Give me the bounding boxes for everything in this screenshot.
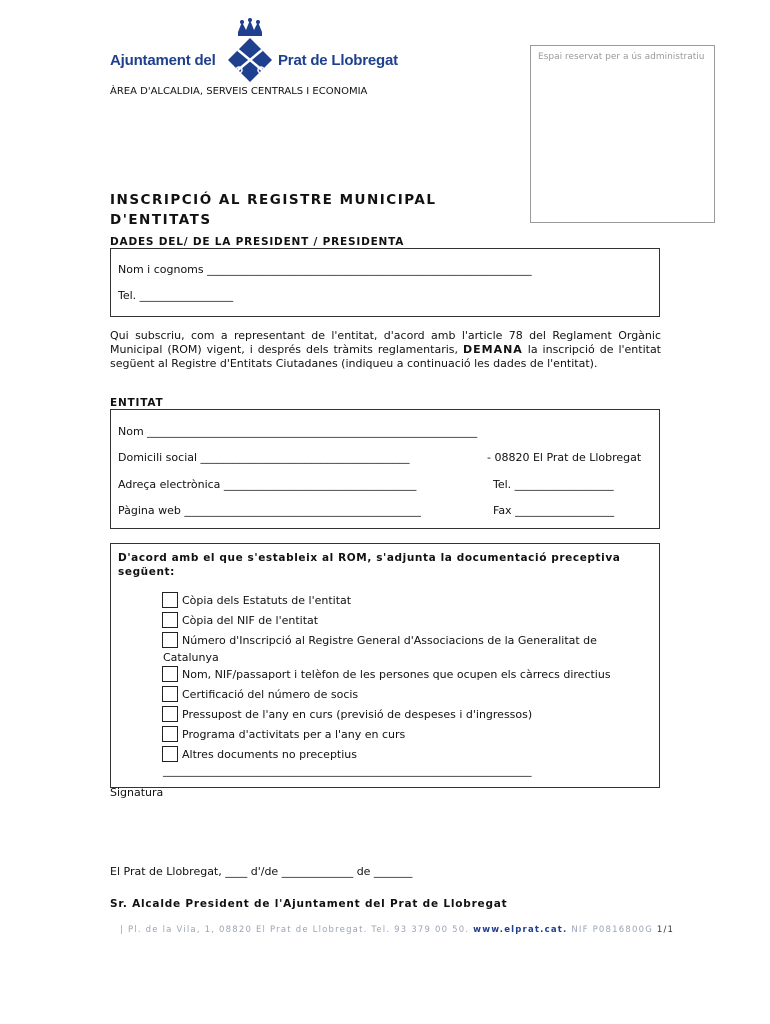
doc-item-programa (162, 726, 405, 742)
checkbox[interactable] (162, 666, 178, 682)
doc-item-socis (162, 686, 358, 702)
doc-item-label: Còpia dels Estatuts de l'entitat (182, 594, 352, 607)
checkbox[interactable] (162, 706, 178, 722)
doc-item-label: Altres documents no preceptius (182, 748, 357, 761)
doc-item-nif (162, 612, 318, 628)
doc-item-label: Pressupost de l'any en curs (previsió de despeses i d'ingressos) (182, 708, 533, 721)
paragraph-end: la inscripció de l'entitat següent al Registre d'Entitats Ciutadanes (indiqueu a continuació les dades de l'entitat). (110, 343, 661, 370)
doc-item-carrecs (162, 666, 611, 682)
footer-website-link[interactable]: www.elprat.cat. (473, 925, 568, 935)
entitat-fax-field[interactable]: Fax __________________ (493, 504, 615, 517)
logo-text-right: Prat de Llobregat (278, 52, 398, 69)
form-title-line2: D'ENTITATS (110, 212, 212, 228)
checkbox[interactable] (162, 632, 178, 648)
form-title (110, 190, 436, 230)
doc-item-label: Certificació del número de socis (182, 688, 359, 701)
date-line[interactable]: El Prat de Llobregat, ____ d'/de _____________ de _______ (110, 865, 413, 878)
checkbox[interactable] (162, 726, 178, 742)
entitat-box (110, 409, 660, 529)
documents-heading (118, 551, 621, 579)
department-name: ÀREA D'ALCALDIA, SERVEIS CENTRALS I ECONOMIA (110, 86, 368, 97)
city-emblem-icon (226, 18, 274, 84)
paragraph-demana: DEMANA (462, 343, 523, 356)
signature-label: Signatura (110, 786, 164, 799)
doc-item-registre (162, 632, 597, 648)
entitat-domicili-field[interactable]: Domicili social ______________________________________ (118, 451, 410, 464)
addressee: Sr. Alcalde President de l'Ajuntament del Prat de Llobregat (110, 898, 508, 910)
entitat-email-field[interactable]: Adreça electrònica ___________________________________ (118, 478, 417, 491)
footer (120, 925, 674, 935)
doc-item-pressupost (162, 706, 532, 722)
entitat-nom-field[interactable]: Nom ____________________________________________________________ (118, 425, 478, 438)
form-title-line1: INSCRIPCIÓ AL REGISTRE MUNICIPAL (110, 192, 437, 208)
paragraph-start: Qui subscriu, com a representant de l'entitat, d'acord amb l'article 78 del Reglament Orgànic Municipal (ROM) vigent, i després dels tràmits reglamentaris, (110, 329, 661, 356)
admin-reserved-box (530, 45, 715, 223)
doc-item-label: Número d'Inscripció al Registre General d'Associacions de la Generalitat de (182, 634, 597, 647)
doc-item-label: Programa d'activitats per a l'any en curs (182, 728, 406, 741)
entitat-section-label: ENTITAT (110, 397, 164, 409)
entitat-web-field[interactable]: Pàgina web ___________________________________________ (118, 504, 421, 517)
entitat-domicili-city: - 08820 El Prat de Llobregat (487, 451, 642, 464)
doc-item-label: Còpia del NIF de l'entitat (182, 614, 319, 627)
checkbox[interactable] (162, 746, 178, 762)
entitat-tel-field[interactable]: Tel. __________________ (493, 478, 614, 491)
president-name-field[interactable]: Nom i cognoms ___________________________________________________________ (118, 263, 532, 276)
logo-text-left: Ajuntament del (110, 52, 216, 69)
admin-reserved-label: Espai reservat per a ús administratiu (538, 52, 705, 62)
doc-item-altres (162, 746, 357, 762)
request-paragraph (110, 329, 661, 371)
footer-address: | Pl. de la Vila, 1, 08820 El Prat de Llobregat. Tel. 93 379 00 50. (120, 925, 474, 935)
documents-heading-line1: D'acord amb el que s'estableix al ROM, s'adjunta la documentació preceptiva (118, 552, 621, 564)
page-number: 1/1 (656, 925, 675, 935)
doc-item-registre-cont: Catalunya (163, 651, 219, 664)
president-box (110, 248, 660, 317)
doc-item-estatuts (162, 592, 351, 608)
other-docs-blank-line[interactable]: ___________________________________________________________________ (163, 764, 532, 777)
doc-item-label: Nom, NIF/passaport i telèfon de les persones que ocupen els càrrecs directius (182, 668, 611, 681)
footer-nif: NIF P0816800G (567, 925, 657, 935)
documents-heading-line2: següent: (118, 566, 175, 578)
president-section-label: DADES DEL/ DE LA PRESIDENT / PRESIDENTA (110, 236, 405, 248)
president-tel-field[interactable]: Tel. _________________ (118, 289, 234, 302)
checkbox[interactable] (162, 612, 178, 628)
checkbox[interactable] (162, 592, 178, 608)
checkbox[interactable] (162, 686, 178, 702)
